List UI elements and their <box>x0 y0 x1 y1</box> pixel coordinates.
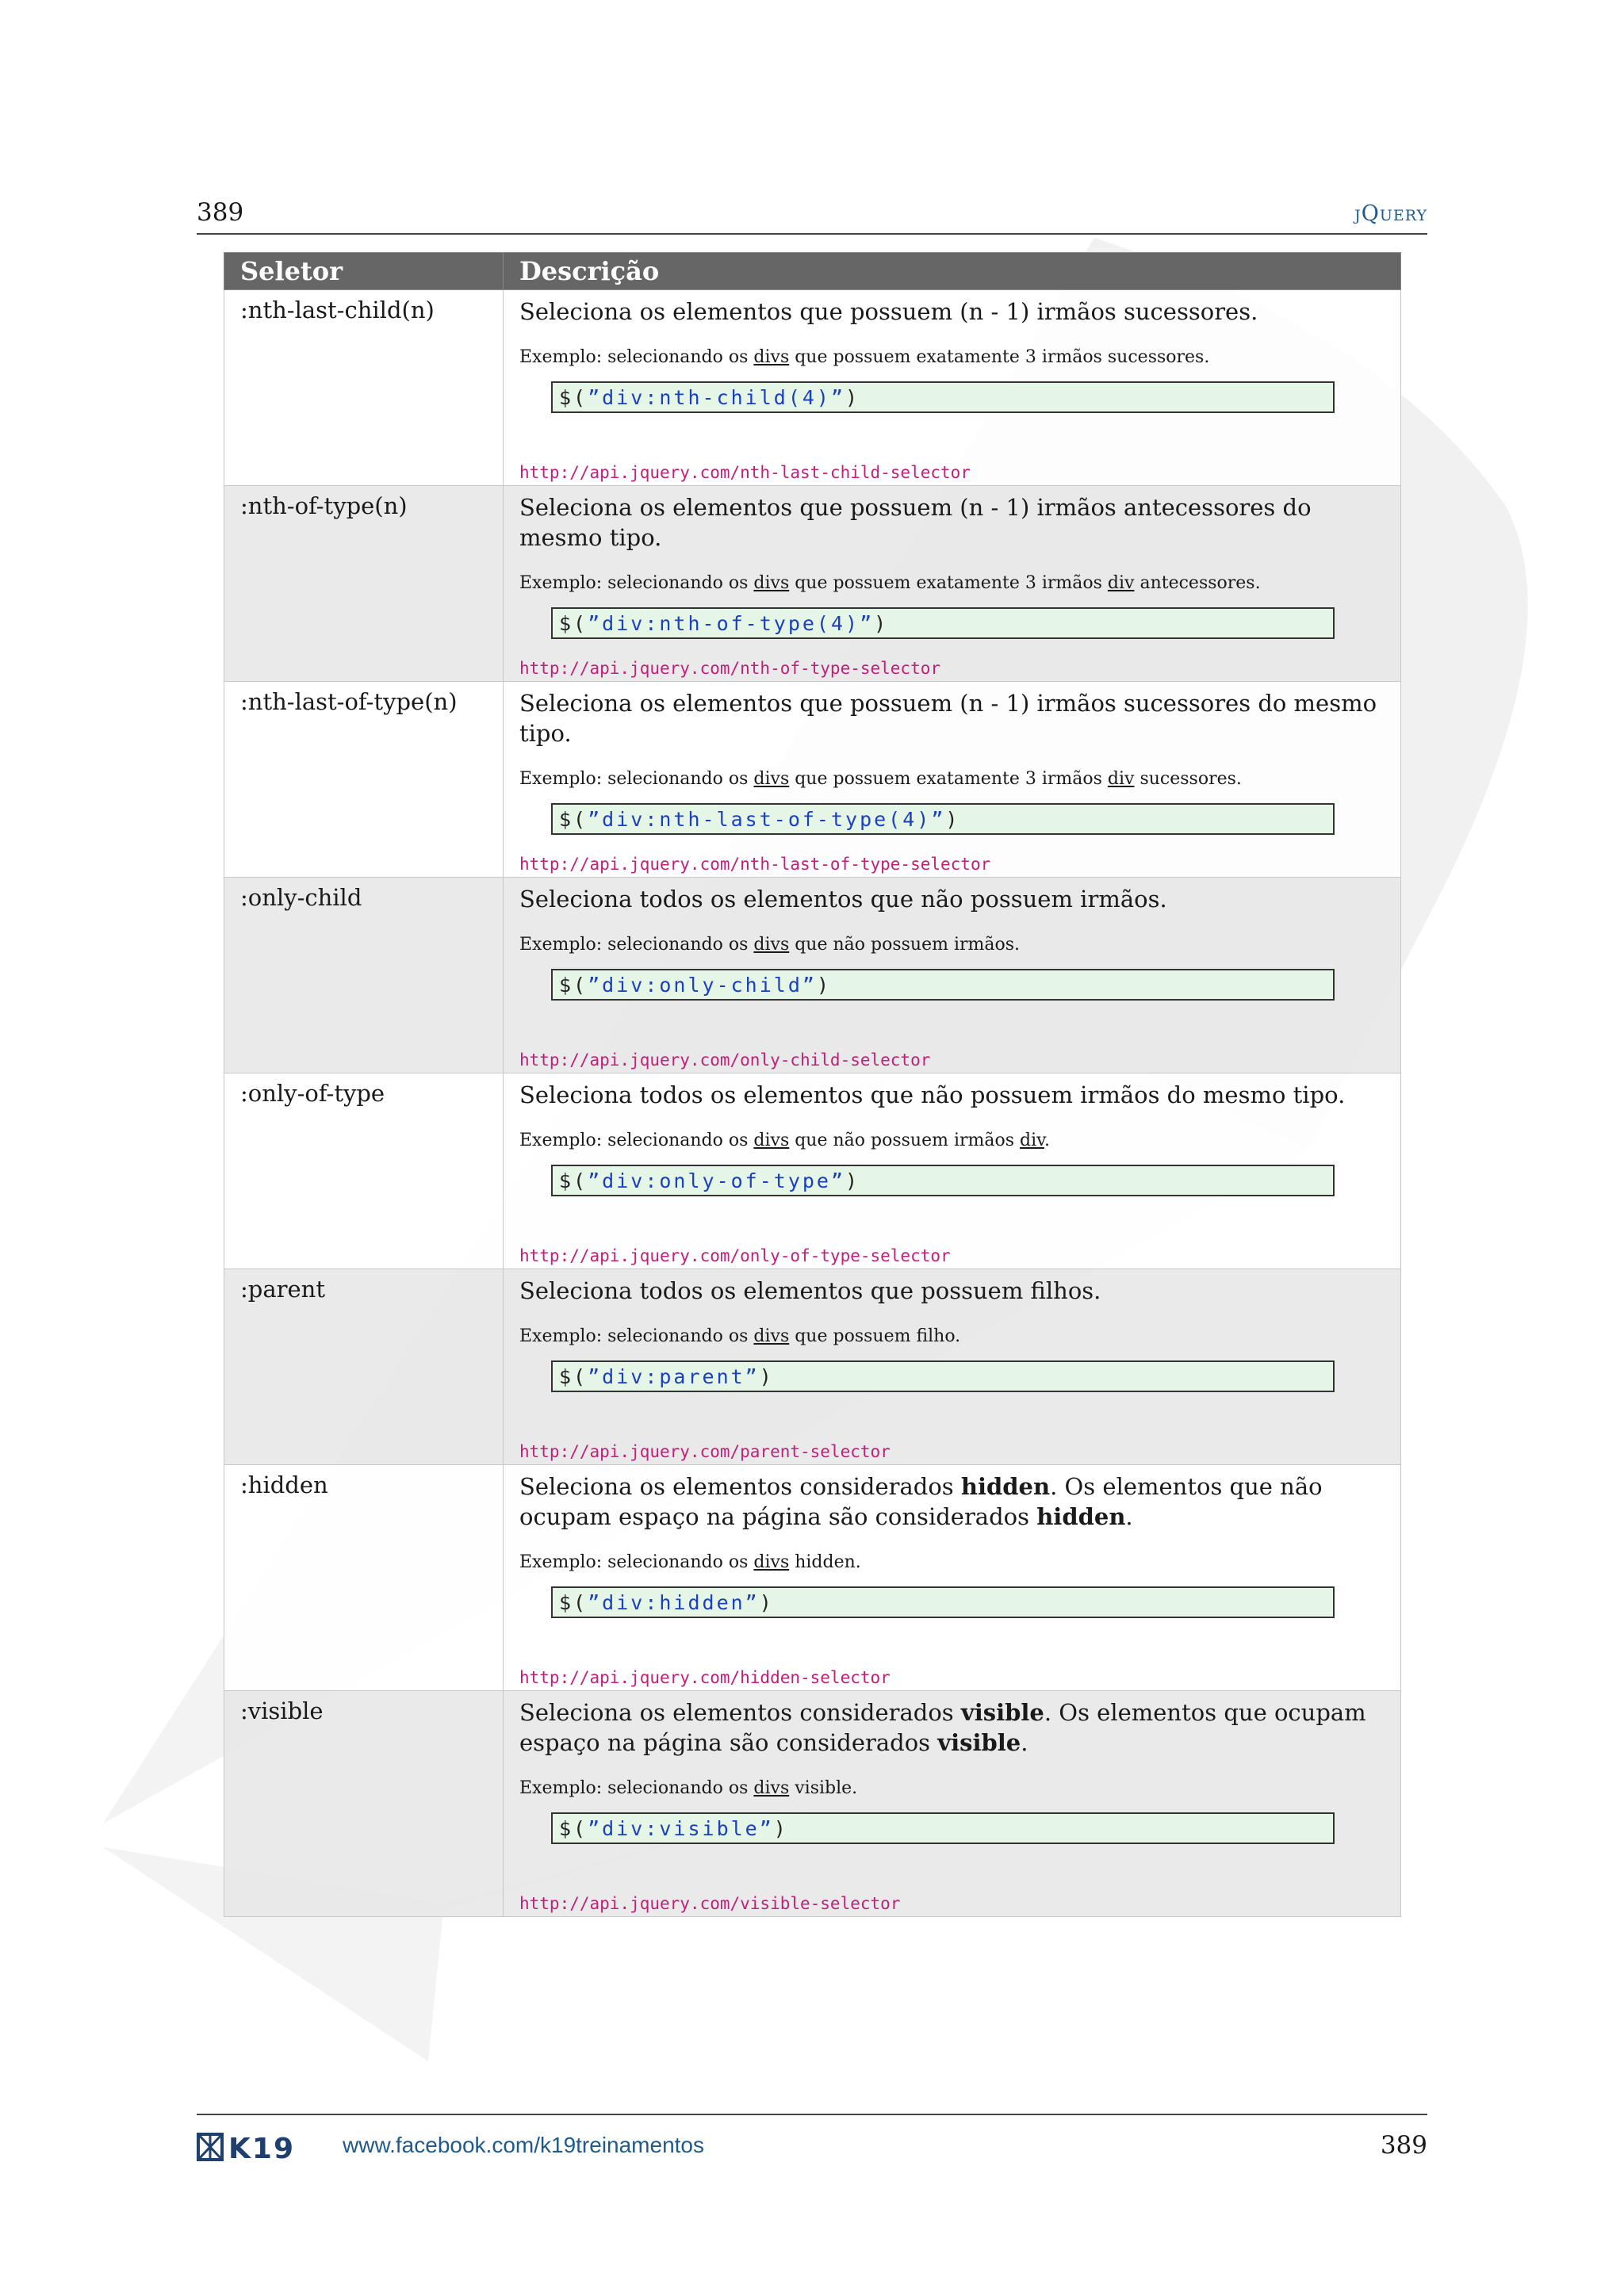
description-cell <box>504 878 1401 1073</box>
selector-cell: :nth-last-child(n) <box>224 290 504 486</box>
selector-table <box>224 252 1401 1917</box>
description-cell <box>504 1691 1401 1917</box>
code-snippet: $(”div:only-child”) <box>551 969 1335 1001</box>
selector-cell: :hidden <box>224 1465 504 1691</box>
example-text: Exemplo: selecionando os divs visible. <box>519 1778 858 1798</box>
description-text: Seleciona os elementos que possuem (n - 1) irmãos antecessores do mesmo tipo. <box>519 494 1312 551</box>
code-snippet: $(”div:hidden”) <box>551 1586 1335 1618</box>
description-text: Seleciona os elementos considerados hidden. Os elementos que não ocupam espaço na página são considerados hidden. <box>519 1473 1323 1530</box>
table-row <box>224 878 1401 1073</box>
footer-page-number: 389 <box>1380 2131 1427 2160</box>
example-text: Exemplo: selecionando os divs que não possuem irmãos. <box>519 935 1021 955</box>
code-snippet: $(”div:visible”) <box>551 1812 1335 1844</box>
code-snippet: $(”div:nth-child(4)”) <box>551 381 1335 413</box>
example-text: Exemplo: selecionando os divs que possuem exatamente 3 irmãos sucessores. <box>519 347 1210 367</box>
table-row <box>224 682 1401 878</box>
code-snippet: $(”div:nth-of-type(4)”) <box>551 607 1335 639</box>
selector-cell: :visible <box>224 1691 504 1917</box>
description-cell <box>504 1269 1401 1465</box>
description-text: Seleciona os elementos que possuem (n - 1) irmãos sucessores do mesmo tipo. <box>519 690 1377 747</box>
example-text: Exemplo: selecionando os divs que não possuem irmãos div. <box>519 1131 1050 1150</box>
table-row <box>224 1691 1401 1917</box>
description-cell <box>504 486 1401 682</box>
api-docs-link[interactable]: http://api.jquery.com/visible-selector <box>519 1894 901 1913</box>
api-docs-link[interactable]: http://api.jquery.com/nth-of-type-selector <box>519 659 941 678</box>
selector-cell: :nth-of-type(n) <box>224 486 504 682</box>
description-cell <box>504 1073 1401 1269</box>
code-snippet: $(”div:nth-last-of-type(4)”) <box>551 803 1335 835</box>
api-docs-link[interactable]: http://api.jquery.com/only-of-type-selector <box>519 1246 951 1265</box>
example-text: Exemplo: selecionando os divs que possuem exatamente 3 irmãos div sucessores. <box>519 769 1242 789</box>
chapter-title: jQuery <box>1354 201 1427 226</box>
api-docs-link[interactable]: http://api.jquery.com/hidden-selector <box>519 1668 891 1687</box>
description-cell <box>504 290 1401 486</box>
api-docs-link[interactable]: http://api.jquery.com/nth-last-child-selector <box>519 463 971 482</box>
k19-logo <box>197 2131 319 2163</box>
example-text: Exemplo: selecionando os divs hidden. <box>519 1552 861 1572</box>
example-text: Exemplo: selecionando os divs que possuem exatamente 3 irmãos div antecessores. <box>519 573 1261 593</box>
api-docs-link[interactable]: http://api.jquery.com/parent-selector <box>519 1442 891 1461</box>
facebook-link[interactable]: www.facebook.com/k19treinamentos <box>343 2133 704 2157</box>
column-header-selector: Seletor <box>224 253 504 290</box>
table-row <box>224 290 1401 486</box>
selector-cell: :parent <box>224 1269 504 1465</box>
api-docs-link[interactable]: http://api.jquery.com/nth-last-of-type-selector <box>519 855 991 874</box>
column-header-description: Descrição <box>504 253 1401 290</box>
description-text: Seleciona todos os elementos que não possuem irmãos. <box>519 886 1167 913</box>
example-text: Exemplo: selecionando os divs que possuem filho. <box>519 1326 961 1346</box>
page-header <box>197 197 1427 235</box>
page-number: 389 <box>197 198 244 227</box>
selector-cell: :nth-last-of-type(n) <box>224 682 504 878</box>
table-header-row <box>224 253 1401 290</box>
footer-divider <box>197 2114 1427 2115</box>
code-snippet: $(”div:only-of-type”) <box>551 1165 1335 1196</box>
table-row <box>224 1465 1401 1691</box>
description-text: Seleciona todos os elementos que não possuem irmãos do mesmo tipo. <box>519 1081 1346 1108</box>
table-row <box>224 486 1401 682</box>
code-snippet: $(”div:parent”) <box>551 1360 1335 1392</box>
description-cell <box>504 1465 1401 1691</box>
description-text: Seleciona os elementos considerados visible. Os elementos que ocupam espaço na página são considerados visible. <box>519 1699 1366 1756</box>
description-text: Seleciona os elementos que possuem (n - 1) irmãos sucessores. <box>519 298 1258 325</box>
api-docs-link[interactable]: http://api.jquery.com/only-child-selector <box>519 1050 931 1070</box>
selector-cell: :only-of-type <box>224 1073 504 1269</box>
selector-cell: :only-child <box>224 878 504 1073</box>
description-cell <box>504 682 1401 878</box>
description-text: Seleciona todos os elementos que possuem filhos. <box>519 1277 1101 1304</box>
table-row <box>224 1073 1401 1269</box>
table-row <box>224 1269 1401 1465</box>
svg-text:K19: K19 <box>228 2133 295 2163</box>
